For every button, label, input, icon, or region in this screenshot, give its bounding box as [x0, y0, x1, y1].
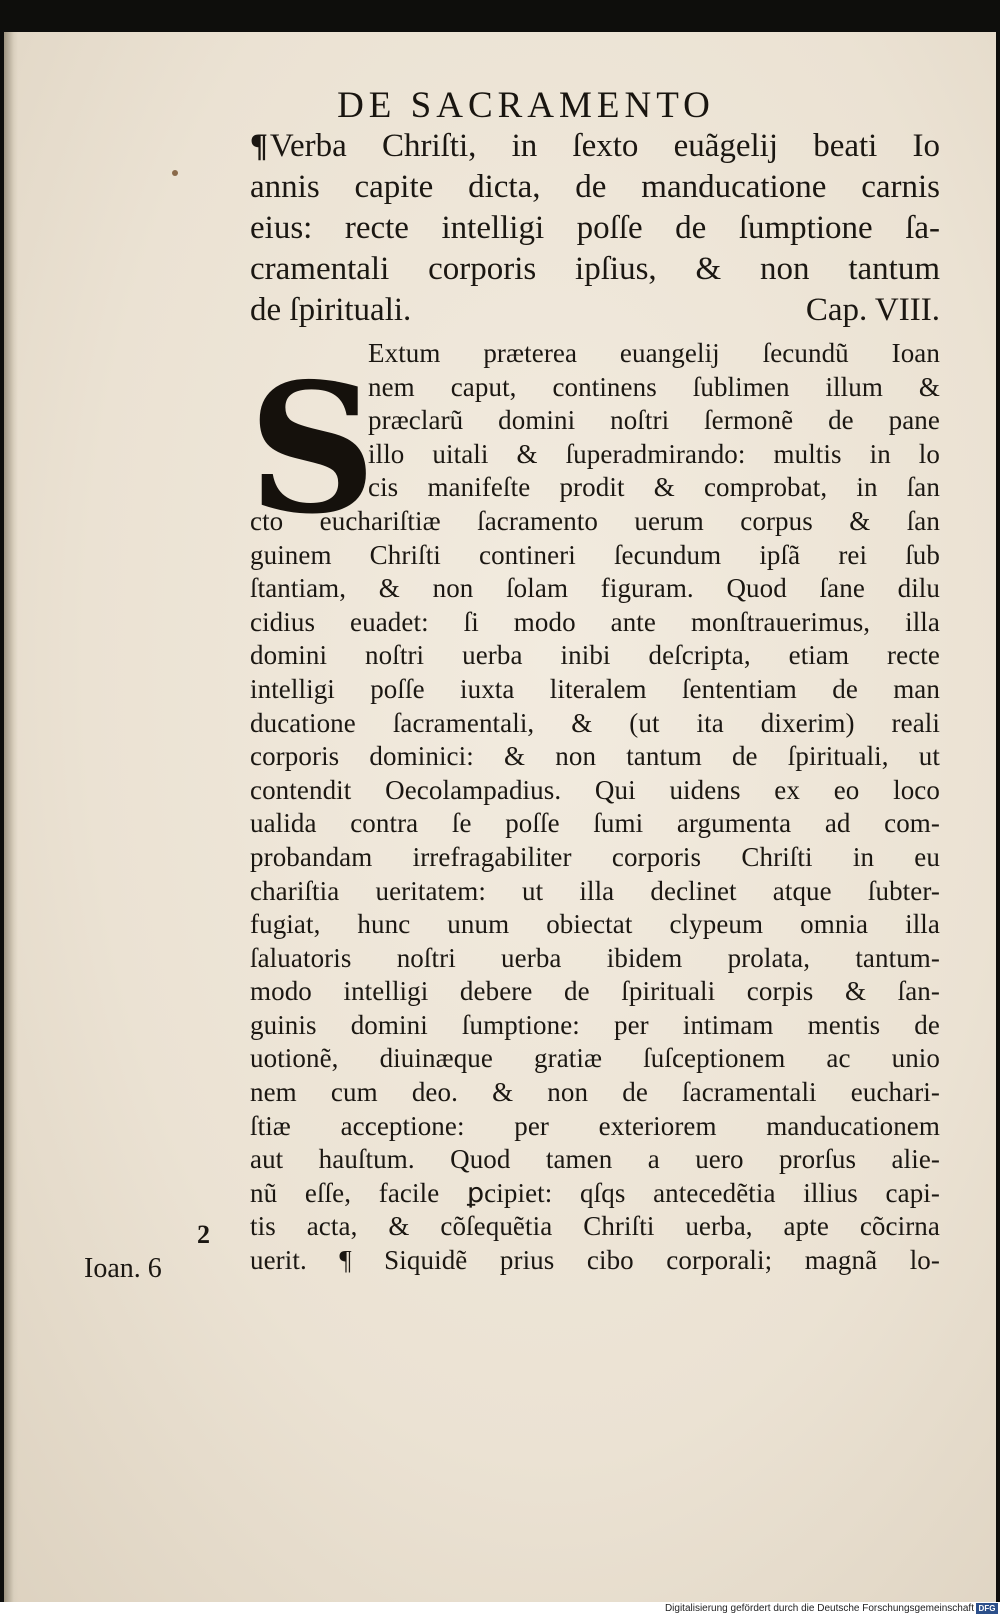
body-line: domini noſtri uerba inibi deſcripta, etiam recte [250, 640, 940, 671]
ink-spot [172, 170, 178, 176]
body-line: ſtantiam, & non ſolam figuram. Quod ſane dilu [250, 573, 940, 604]
body-line: ualida contra ſe poſſe ſumi argumenta ad com- [250, 808, 940, 839]
pilcrow-mark: ¶ [250, 128, 268, 164]
dfg-logo-icon: DFG [976, 1603, 998, 1614]
body-line: intelligi poſſe iuxta literalem ſententiam de man [250, 673, 940, 704]
body-line: contendit Oecolampadius. Qui uidens ex eo loco [250, 774, 940, 805]
drop-cap: S [248, 344, 377, 553]
chapter-heading [250, 126, 940, 331]
body-line: probandam irrefragabiliter corporis Chriſti in eu [250, 841, 940, 872]
body-line: chariſtia ueritatem: ut illa declinet atque ſubter- [250, 875, 940, 906]
body-line: uotionẽ, diuinæque gratiæ ſuſceptionem ac unio [250, 1043, 940, 1074]
body-line: nem cum deo. & non de ſacramentali euchari- [250, 1077, 940, 1108]
body-line: illo uitali & ſuperadmirando: multis in lo [368, 438, 940, 469]
body-line: guinem Chriſti contineri ſecundum ipſã rei ſub [250, 539, 940, 570]
body-line: cto euchariſtiæ ſacramento uerum corpus & ſan [250, 505, 940, 536]
heading-line: cramentali corporis ipſius, & non tantum [250, 251, 940, 287]
body-line: uerit. ¶ Siquidẽ prius cibo corporali; magnã lo- [250, 1245, 940, 1276]
body-line: corporis dominici: & non tantum de ſpirituali, ut [250, 741, 940, 772]
heading-last-line [250, 290, 940, 331]
heading-line: ¶Verba Chriſti, in ſexto euãgelij beati Io [250, 128, 940, 164]
body-line: præclarũ domini noſtri ſermonẽ de pane [368, 405, 940, 436]
running-head: DE SACRAMENTO [337, 85, 715, 126]
page-gutter-shadow [4, 32, 18, 1602]
body-line: Extum præterea euangelij ſecundũ Ioan [368, 338, 940, 368]
text-block [250, 126, 940, 1278]
marginal-note: Ioan. 6 [84, 1253, 162, 1284]
body-line: nem caput, continens ſublimen illum & [368, 371, 940, 402]
body-text [250, 337, 940, 1278]
footer-bar [0, 1602, 1000, 1615]
body-line: nũ eſſe, facile ꝑcipiet: qſqs antecedẽtia illius capi- [250, 1177, 940, 1208]
body-line: guinis domini ſumptione: per intimam mentis de [250, 1009, 940, 1040]
heading-line: eius: recte intelligi poſſe de ſumptione ſa- [250, 210, 940, 246]
heading-line: de ſpirituali. [250, 292, 412, 328]
body-line: fugiat, hunc unum obiectat clypeum omnia illa [250, 909, 940, 940]
chapter-label: Cap. VIII. [805, 292, 940, 328]
body-line: ſtiæ acceptione: per exteriorem manducationem [250, 1110, 940, 1141]
body-line: tis acta, & cõſequẽtia Chriſti uerba, apte cõcirna [250, 1211, 940, 1242]
body-line: ſaluatoris noſtri uerba ibidem prolata, tantum- [250, 942, 940, 973]
body-line: aut hauſtum. Quod tamen a uero prorſus alie- [250, 1144, 940, 1175]
body-line: cidius euadet: ſi modo ante monſtrauerimus, illa [250, 606, 940, 637]
body-line: cis manifeſte prodit & comprobat, in ſan [368, 472, 940, 503]
footer-credit: Digitalisierung gefördert durch die Deutsche Forschungsgemeinschaft [664, 1603, 974, 1614]
signature-mark: 2 [197, 1220, 210, 1249]
body-line: ducatione ſacramentali, & (ut ita dixerim) reali [250, 707, 940, 738]
heading-line: annis capite dicta, de manducatione carnis [250, 169, 940, 205]
body-line: modo intelligi debere de ſpirituali corpis & ſan- [250, 976, 940, 1007]
